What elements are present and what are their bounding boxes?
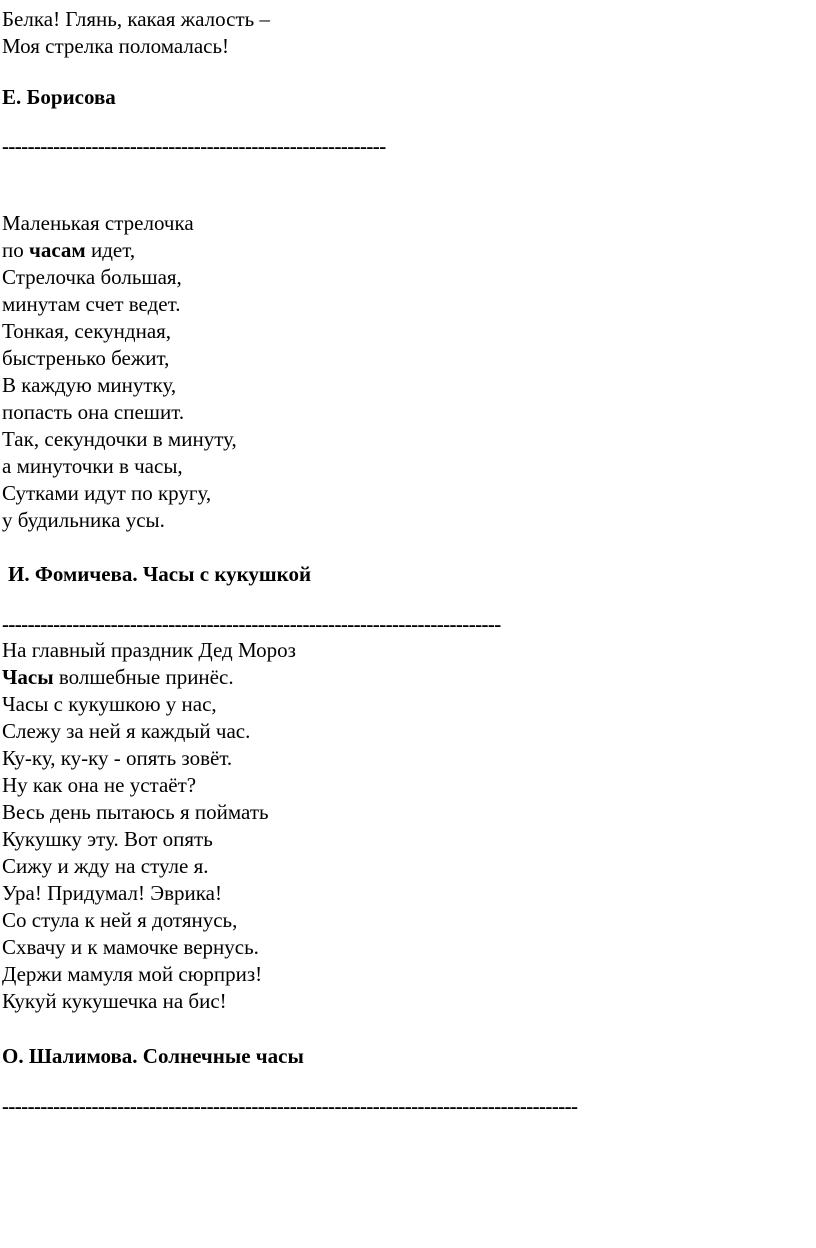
poem-2-line-9: Сижу и жду на стуле я. bbox=[2, 854, 209, 878]
poem-1-line-10: а минуточки в часы, bbox=[2, 454, 183, 478]
poem-2-line-3: Часы с кукушкою у нас, bbox=[2, 692, 217, 716]
poem-1-line-4: минутам счет ведет. bbox=[2, 292, 181, 316]
poem-2-line-5: Ку-ку, ку-ку - опять зовёт. bbox=[2, 746, 233, 770]
poem-1-line-11: Сутками идут по кругу, bbox=[2, 481, 212, 505]
poem-1-line-2 bbox=[2, 237, 237, 264]
poem-2-line-12: Схвачу и к мамочке вернусь. bbox=[2, 935, 259, 959]
poem-1 bbox=[2, 210, 237, 534]
poem-2-line-6: Ну как она не устаёт? bbox=[2, 773, 197, 797]
intro-line-2: Моя стрелка поломалась! bbox=[2, 34, 230, 58]
poem-2-line-1: На главный праздник Дед Мороз bbox=[2, 638, 296, 662]
intro-stanza bbox=[2, 6, 270, 60]
poem-2-line-14: Кукуй кукушечка на бис! bbox=[2, 989, 227, 1013]
poem-1-line-2-pre: по bbox=[2, 238, 29, 262]
author-heading-3: О. Шалимова. Солнечные часы bbox=[2, 1044, 304, 1068]
poem-1-line-9: Так, секундочки в минуту, bbox=[2, 427, 237, 451]
poem-2-line-2-post: волшебные принёс. bbox=[53, 665, 234, 689]
poem-2-line-7: Весь день пытаюсь я поймать bbox=[2, 800, 269, 824]
poem-2-line-10: Ура! Придумал! Эврика! bbox=[2, 881, 222, 905]
poem-2-line-8: Кукушку эту. Вот опять bbox=[2, 827, 213, 851]
separator-rule-3: ------------------------------------------------------------------------------------------ bbox=[2, 1094, 578, 1118]
poem-2 bbox=[2, 637, 296, 1015]
poem-2-line-2 bbox=[2, 664, 296, 691]
poem-1-line-6: быстренько бежит, bbox=[2, 346, 170, 370]
separator-rule-2: ------------------------------------------------------------------------------ bbox=[2, 612, 501, 636]
poem-1-line-12: у будильника усы. bbox=[2, 508, 165, 532]
poem-2-line-13: Держи мамуля мой сюрприз! bbox=[2, 962, 263, 986]
author-heading-1: Е. Борисова bbox=[2, 85, 116, 109]
separator-rule-1: ------------------------------------------------------------ bbox=[2, 134, 386, 158]
poem-1-line-3: Стрелочка большая, bbox=[2, 265, 182, 289]
author-heading-2: И. Фомичева. Часы с кукушкой bbox=[8, 562, 312, 586]
poem-2-line-2-bold: Часы bbox=[2, 665, 54, 689]
poem-2-line-11: Со стула к ней я дотянусь, bbox=[2, 908, 238, 932]
poem-1-line-5: Тонкая, секундная, bbox=[2, 319, 172, 343]
poem-2-line-4: Слежу за ней я каждый час. bbox=[2, 719, 251, 743]
poem-1-line-8: попасть она спешит. bbox=[2, 400, 185, 424]
poem-1-line-7: В каждую минутку, bbox=[2, 373, 177, 397]
poem-1-line-1: Маленькая стрелочка bbox=[2, 211, 194, 235]
poem-1-line-2-bold: часам bbox=[29, 238, 86, 262]
intro-line-1: Белка! Глянь, какая жалость – bbox=[2, 7, 270, 31]
poem-1-line-2-post: идет, bbox=[85, 238, 136, 262]
